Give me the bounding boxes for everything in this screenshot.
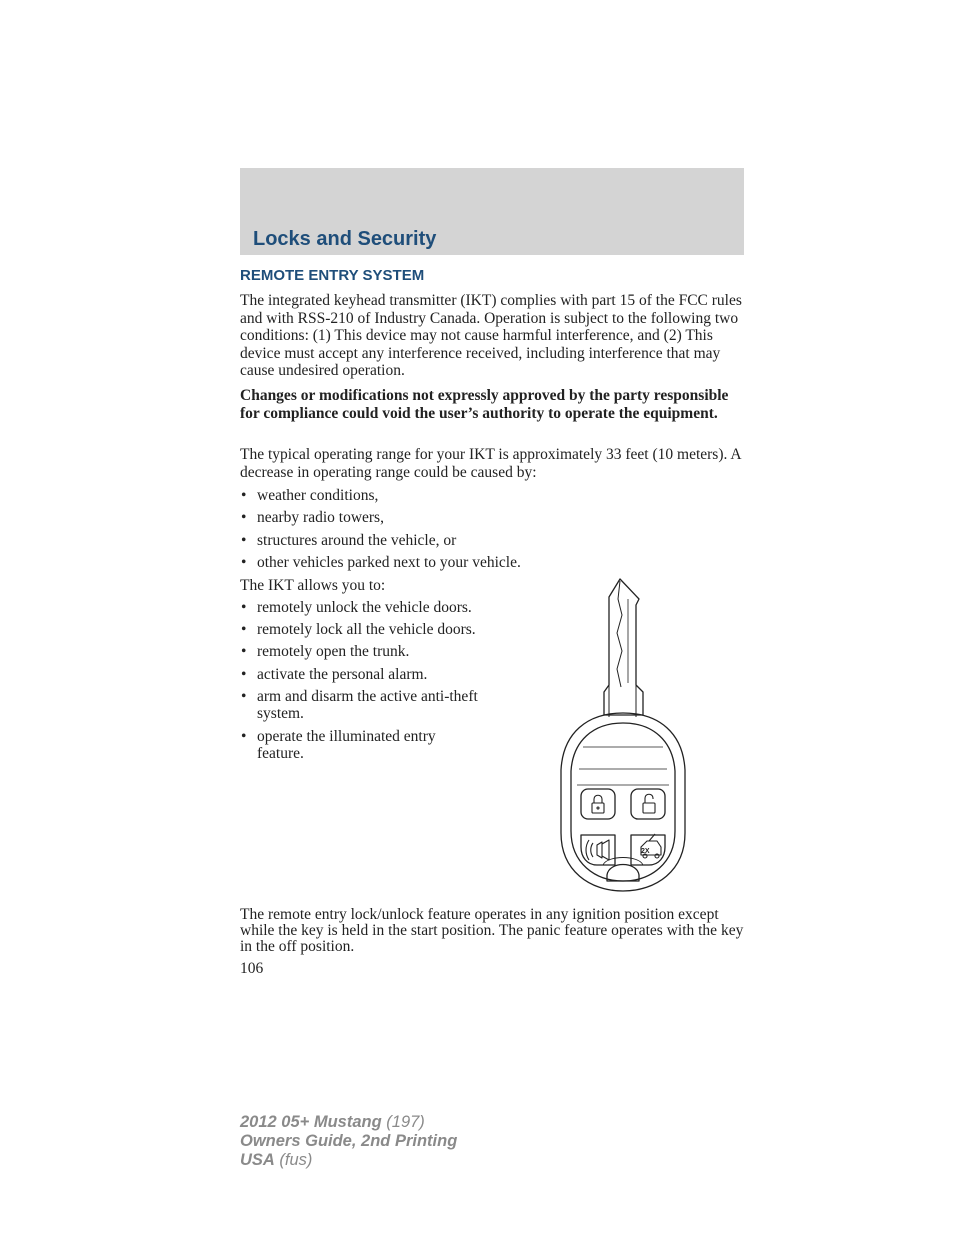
footer-market-code: (fus) [274, 1151, 313, 1169]
footer-printing: Owners Guide, 2nd Printing [240, 1132, 458, 1150]
list-item: • operate the illuminated entry feature. [240, 728, 480, 763]
list-item: • remotely lock all the vehicle doors. [240, 621, 480, 639]
section-heading: REMOTE ENTRY SYSTEM [240, 267, 425, 284]
section-header-band [240, 168, 744, 255]
closing-paragraph: The remote entry lock/unlock feature operates in any ignition position except while the key is held in the start position. The panic feature operates with the key in the off position. [240, 906, 744, 956]
panic-alarm-icon [586, 840, 609, 860]
keyhead-transmitter-illustration [555, 575, 695, 897]
list-item: • structures around the vehicle, or [240, 532, 744, 550]
capabilities-list [240, 599, 480, 767]
key-neck [609, 685, 636, 717]
footer-line-2 [240, 1132, 457, 1151]
key-ring-hole [607, 865, 639, 882]
lock-button [581, 789, 615, 819]
list-item: • activate the personal alarm. [240, 666, 480, 684]
key-blade-outline [604, 579, 643, 715]
footer-market: USA [240, 1151, 275, 1169]
range-paragraph: The typical operating range for your IKT is approximately 33 feet (10 meters). A decrease in operating range could be caused by: [240, 446, 741, 481]
warning-paragraph: Changes or modifications not expressly approved by the party responsible for compliance could void the user’s authority to operate the equipment. [240, 387, 729, 422]
footer-model: 2012 05+ Mustang [240, 1113, 382, 1131]
lock-icon [592, 795, 604, 813]
key-blade-groove [617, 581, 622, 687]
intro-paragraph: The integrated keyhead transmitter (IKT) complies with part 15 of the FCC rules and with RSS-210 of Industry Canada. Operation is subject to the following two conditions: (1) This device may not cause harmful interference, and (2) This device must accept any interference received, including interference that may cause undesired operation. [240, 292, 742, 380]
allows-intro: The IKT allows you to: [240, 577, 386, 594]
list-item: • weather conditions, [240, 487, 744, 505]
list-item: • arm and disarm the active anti-theft system. [240, 688, 480, 723]
unlock-icon [643, 794, 655, 813]
footer-line-3 [240, 1151, 457, 1170]
unlock-button [631, 789, 665, 819]
list-item: • remotely open the trunk. [240, 643, 480, 661]
page-number: 106 [240, 960, 264, 977]
list-item: • nearby radio towers, [240, 509, 744, 527]
trunk-2x-label: 2X [641, 848, 650, 855]
range-causes-list [240, 487, 744, 577]
section-title: Locks and Security [253, 228, 437, 250]
footer-model-code: (197) [381, 1113, 425, 1131]
footer-line-1 [240, 1113, 457, 1132]
list-item: • remotely unlock the vehicle doors. [240, 599, 480, 617]
document-footer [240, 1113, 457, 1170]
list-item: • other vehicles parked next to your vehicle. [240, 554, 744, 572]
